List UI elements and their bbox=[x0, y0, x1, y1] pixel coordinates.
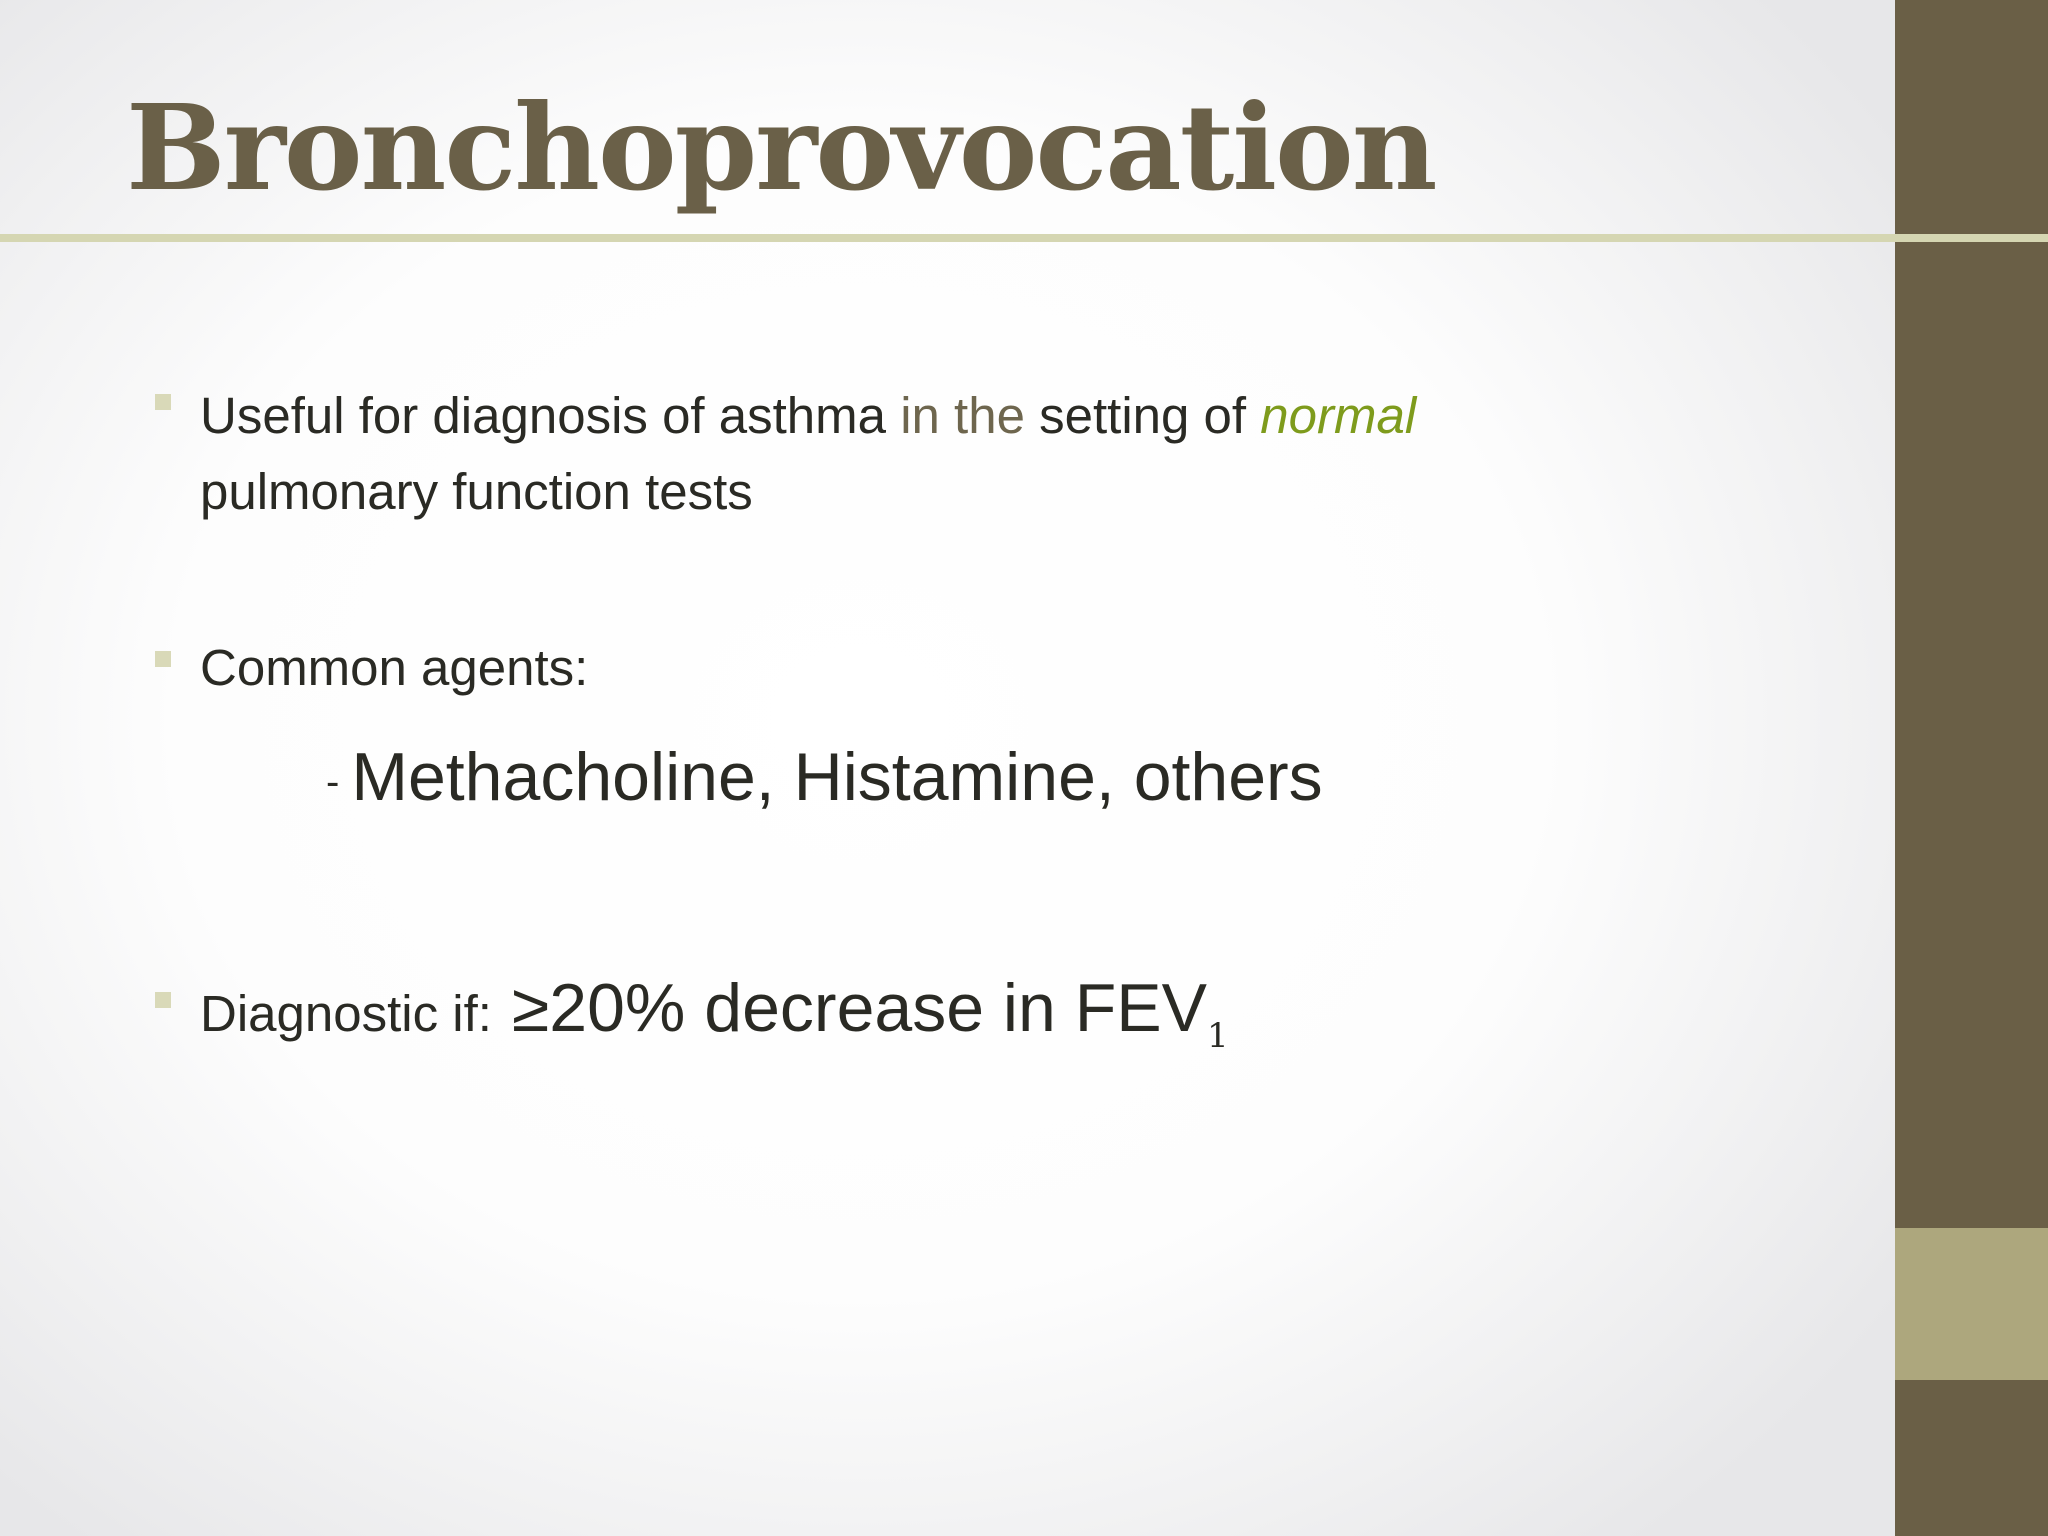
right-bar-accent-band bbox=[1895, 1228, 2048, 1380]
bullet-1-part-1: Useful for diagnosis of asthma bbox=[200, 387, 901, 444]
bullet-marker-3 bbox=[155, 992, 171, 1008]
sub-bullet-agents bbox=[326, 737, 1323, 822]
bullet-3-subscript: 1 bbox=[1206, 1016, 1229, 1056]
bullet-marker-1 bbox=[155, 394, 171, 410]
bullet-1-text bbox=[200, 378, 1416, 530]
bullet-3-label: Diagnostic if: bbox=[200, 985, 492, 1042]
bullet-3-text bbox=[200, 968, 1229, 1076]
bullet-1-part-3: setting of bbox=[1024, 387, 1261, 444]
bullet-marker-2 bbox=[155, 651, 171, 667]
slide-title: Bronchoprovocation bbox=[126, 78, 1436, 217]
bullet-1-part-2: in the bbox=[900, 387, 1025, 444]
title-divider-line bbox=[0, 234, 2048, 242]
sub-bullet-agents-text: Methacholine, Histamine, others bbox=[351, 739, 1323, 815]
sub-bullet-dash: - bbox=[326, 760, 340, 805]
bullet-3-value bbox=[511, 970, 1229, 1056]
bullet-1-emphasis: normal bbox=[1260, 387, 1417, 444]
bullet-3-value-text: ≥20% decrease in FEV bbox=[511, 970, 1207, 1046]
bullet-2-text: Common agents: bbox=[200, 639, 589, 696]
bullet-1-line-2: pulmonary function tests bbox=[200, 463, 753, 520]
